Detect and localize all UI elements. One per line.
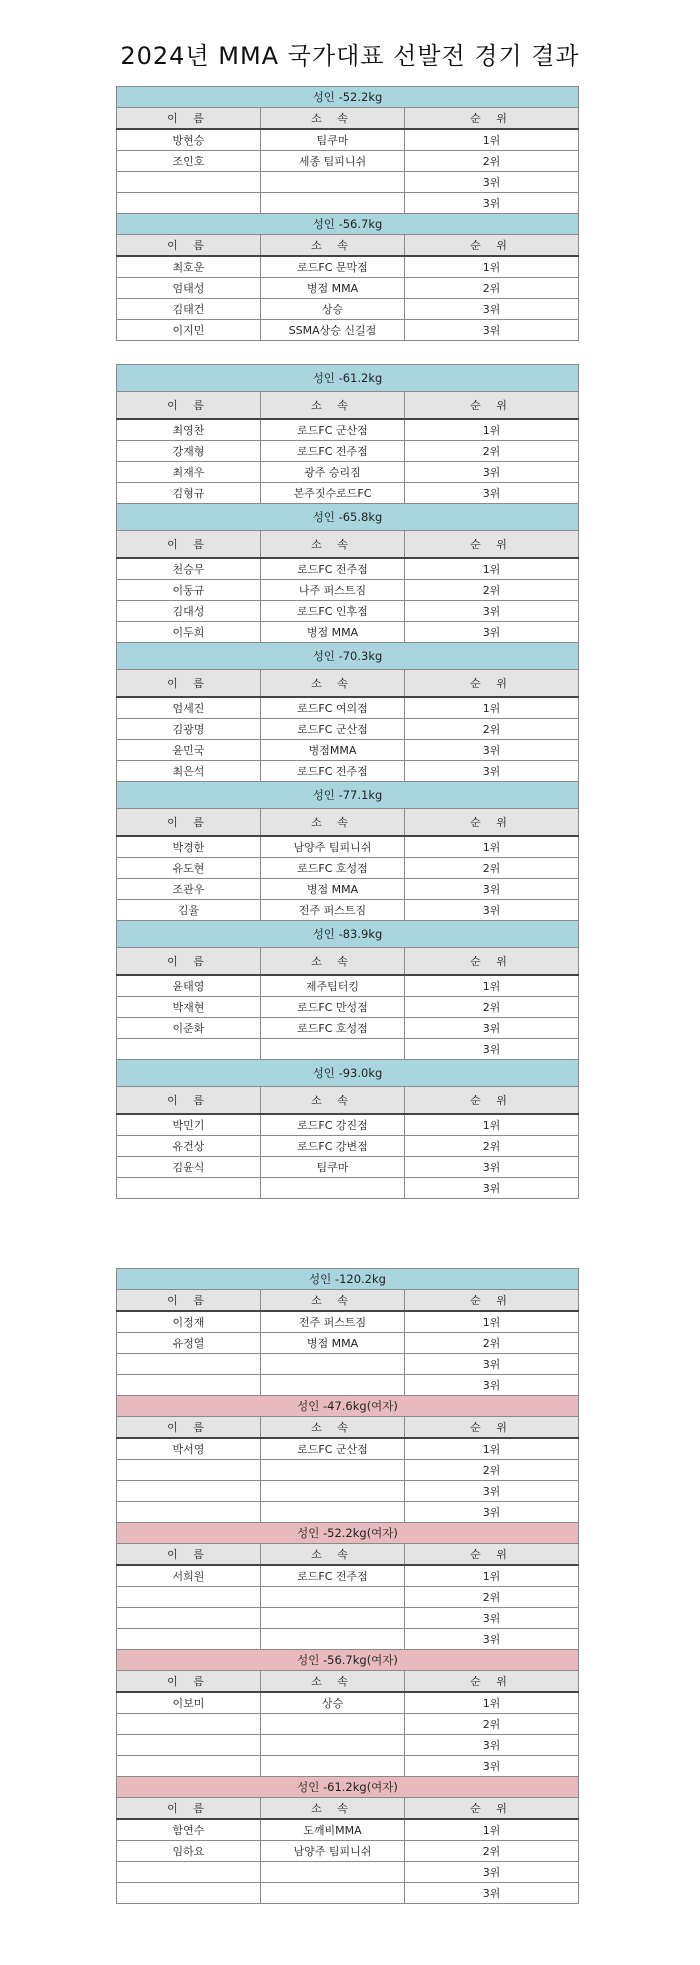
rank-value: 3위 (405, 1018, 579, 1039)
athlete-name: 최은석 (117, 761, 261, 782)
rank-value: 2위 (405, 151, 579, 172)
team-name (261, 1735, 405, 1756)
team-name: 병점 MMA (261, 879, 405, 900)
athlete-name: 이동규 (117, 580, 261, 601)
rank-header: 순 위 (405, 670, 579, 698)
rank-header: 순 위 (405, 1798, 579, 1820)
table-row (117, 761, 579, 782)
table-row (117, 1178, 579, 1199)
table-row (117, 320, 579, 341)
rank-value: 1위 (405, 697, 579, 719)
athlete-name: 박민기 (117, 1114, 261, 1136)
team-name: 병점 MMA (261, 622, 405, 643)
athlete-name: 박경한 (117, 836, 261, 858)
rank-value: 2위 (405, 1136, 579, 1157)
athlete-name (117, 193, 261, 214)
athlete-name (117, 1502, 261, 1523)
team-name: 팀쿠마 (261, 129, 405, 151)
rank-value: 3위 (405, 1354, 579, 1375)
table-row (117, 997, 579, 1018)
team-name: 로드FC 전주점 (261, 441, 405, 462)
team-name: 병점 MMA (261, 1333, 405, 1354)
athlete-name: 임하요 (117, 1841, 261, 1862)
table-row (117, 1841, 579, 1862)
weight-class-row (117, 782, 579, 809)
table-row (117, 441, 579, 462)
athlete-name: 유건상 (117, 1136, 261, 1157)
name-header: 이 름 (117, 948, 261, 976)
column-header-row (117, 392, 579, 420)
table-row (117, 193, 579, 214)
weight-class-label: 성인 -65.8kg (117, 504, 579, 531)
rank-value: 2위 (405, 1587, 579, 1608)
name-header: 이 름 (117, 1087, 261, 1115)
rank-header: 순 위 (405, 1544, 579, 1566)
table-row (117, 483, 579, 504)
weight-class-row (117, 1060, 579, 1087)
table-row (117, 1018, 579, 1039)
weight-class-label: 성인 -70.3kg (117, 643, 579, 670)
rank-value: 1위 (405, 256, 579, 278)
rank-value: 2위 (405, 1841, 579, 1862)
weight-class-label: 성인 -93.0kg (117, 1060, 579, 1087)
rank-value: 3위 (405, 1157, 579, 1178)
team-name: 로드FC 만성점 (261, 997, 405, 1018)
table-row (117, 558, 579, 580)
athlete-name (117, 1629, 261, 1650)
rank-header: 순 위 (405, 1671, 579, 1693)
table-row (117, 1136, 579, 1157)
team-header: 소 속 (261, 392, 405, 420)
table-row (117, 278, 579, 299)
rank-header: 순 위 (405, 948, 579, 976)
rank-value: 2위 (405, 278, 579, 299)
weight-class-row (117, 1396, 579, 1417)
athlete-name: 이준화 (117, 1018, 261, 1039)
rank-value: 3위 (405, 1502, 579, 1523)
team-name (261, 1039, 405, 1060)
table-row (117, 1354, 579, 1375)
weight-class-row (117, 504, 579, 531)
rank-value: 1위 (405, 1565, 579, 1587)
athlete-name (117, 1735, 261, 1756)
athlete-name (117, 1587, 261, 1608)
athlete-name (117, 1375, 261, 1396)
team-name: 로드FC 군산점 (261, 719, 405, 740)
rank-value: 1위 (405, 975, 579, 997)
athlete-name (117, 1460, 261, 1481)
athlete-name: 유도현 (117, 858, 261, 879)
rank-value: 3위 (405, 622, 579, 643)
column-header-row (117, 235, 579, 257)
team-name: 나주 퍼스트짐 (261, 580, 405, 601)
rank-value: 1위 (405, 1114, 579, 1136)
team-name (261, 172, 405, 193)
team-name: 로드FC 전주점 (261, 1565, 405, 1587)
column-header-row (117, 948, 579, 976)
athlete-name: 엄세진 (117, 697, 261, 719)
name-header: 이 름 (117, 1671, 261, 1693)
weight-class-label: 성인 -56.7kg(여자) (117, 1650, 579, 1671)
athlete-name: 박재현 (117, 997, 261, 1018)
name-header: 이 름 (117, 1290, 261, 1312)
column-header-row (117, 1290, 579, 1312)
team-header: 소 속 (261, 809, 405, 837)
table-row (117, 697, 579, 719)
team-name: 병점MMA (261, 740, 405, 761)
name-header: 이 름 (117, 1544, 261, 1566)
weight-class-row (117, 1523, 579, 1544)
team-name: 광주 승리짐 (261, 462, 405, 483)
table-row (117, 151, 579, 172)
rank-header: 순 위 (405, 108, 579, 130)
table-row (117, 1460, 579, 1481)
athlete-name: 김태건 (117, 299, 261, 320)
athlete-name: 천승무 (117, 558, 261, 580)
table-row (117, 1333, 579, 1354)
rank-value: 1위 (405, 1692, 579, 1714)
team-name: 로드FC 문막점 (261, 256, 405, 278)
athlete-name: 조관우 (117, 879, 261, 900)
table-row (117, 622, 579, 643)
team-name: 로드FC 전주점 (261, 558, 405, 580)
rank-header: 순 위 (405, 1087, 579, 1115)
athlete-name: 서희원 (117, 1565, 261, 1587)
table-row (117, 1587, 579, 1608)
team-header: 소 속 (261, 1417, 405, 1439)
table-row (117, 1438, 579, 1460)
team-name: 로드FC 군산점 (261, 419, 405, 441)
weight-class-row (117, 1777, 579, 1798)
rank-value: 3위 (405, 740, 579, 761)
rank-header: 순 위 (405, 392, 579, 420)
team-name: 팀쿠마 (261, 1157, 405, 1178)
team-name (261, 1354, 405, 1375)
rank-header: 순 위 (405, 1417, 579, 1439)
weight-class-label: 성인 -61.2kg(여자) (117, 1777, 579, 1798)
team-name: 로드FC 군산점 (261, 1438, 405, 1460)
rank-value: 1위 (405, 419, 579, 441)
name-header: 이 름 (117, 235, 261, 257)
table-row (117, 879, 579, 900)
team-name: 본주짓수로드FC (261, 483, 405, 504)
athlete-name: 이두희 (117, 622, 261, 643)
team-header: 소 속 (261, 1087, 405, 1115)
team-header: 소 속 (261, 1290, 405, 1312)
rank-value: 3위 (405, 320, 579, 341)
rank-value: 2위 (405, 441, 579, 462)
rank-value: 3위 (405, 462, 579, 483)
column-header-row (117, 1544, 579, 1566)
athlete-name (117, 1039, 261, 1060)
weight-class-label: 성인 -56.7kg (117, 214, 579, 235)
name-header: 이 름 (117, 392, 261, 420)
rank-value: 2위 (405, 1333, 579, 1354)
team-name: 로드FC 강변점 (261, 1136, 405, 1157)
team-header: 소 속 (261, 108, 405, 130)
table-row (117, 975, 579, 997)
athlete-name: 강재형 (117, 441, 261, 462)
athlete-name: 엄태성 (117, 278, 261, 299)
column-header-row (117, 809, 579, 837)
rank-value: 3위 (405, 1862, 579, 1883)
rank-header: 순 위 (405, 809, 579, 837)
team-name (261, 1178, 405, 1199)
athlete-name: 조인호 (117, 151, 261, 172)
table-row (117, 1114, 579, 1136)
rank-value: 1위 (405, 836, 579, 858)
rank-header: 순 위 (405, 235, 579, 257)
rank-header: 순 위 (405, 1290, 579, 1312)
table-row (117, 601, 579, 622)
rank-value: 3위 (405, 172, 579, 193)
athlete-name: 유정열 (117, 1333, 261, 1354)
weight-class-label: 성인 -52.2kg(여자) (117, 1523, 579, 1544)
team-header: 소 속 (261, 670, 405, 698)
athlete-name: 박서영 (117, 1438, 261, 1460)
team-name (261, 1756, 405, 1777)
table-row (117, 1039, 579, 1060)
athlete-name: 최영찬 (117, 419, 261, 441)
weight-class-row (117, 365, 579, 392)
athlete-name: 최호운 (117, 256, 261, 278)
athlete-name (117, 1714, 261, 1735)
table-row (117, 129, 579, 151)
athlete-name: 윤민국 (117, 740, 261, 761)
name-header: 이 름 (117, 670, 261, 698)
weight-class-row (117, 87, 579, 108)
athlete-name: 방현승 (117, 129, 261, 151)
table-row (117, 256, 579, 278)
athlete-name (117, 1608, 261, 1629)
rank-value: 1위 (405, 1311, 579, 1333)
table-row (117, 1157, 579, 1178)
column-header-row (117, 1671, 579, 1693)
team-header: 소 속 (261, 948, 405, 976)
column-header-row (117, 1798, 579, 1820)
rank-value: 3위 (405, 900, 579, 921)
table-row (117, 1481, 579, 1502)
team-name: 남양주 팀피니쉬 (261, 1841, 405, 1862)
athlete-name (117, 1354, 261, 1375)
team-header: 소 속 (261, 1671, 405, 1693)
weight-class-row (117, 1269, 579, 1290)
rank-value: 1위 (405, 1438, 579, 1460)
athlete-name: 김윤식 (117, 1157, 261, 1178)
team-name: 로드FC 호성점 (261, 1018, 405, 1039)
weight-class-row (117, 1650, 579, 1671)
team-name: 로드FC 여의점 (261, 697, 405, 719)
athlete-name: 최재우 (117, 462, 261, 483)
rank-value: 2위 (405, 1714, 579, 1735)
team-name (261, 1608, 405, 1629)
rank-value: 3위 (405, 1735, 579, 1756)
table-row (117, 1819, 579, 1841)
athlete-name (117, 1862, 261, 1883)
rank-value: 2위 (405, 719, 579, 740)
table-row (117, 1692, 579, 1714)
rank-value: 3위 (405, 483, 579, 504)
table-row (117, 900, 579, 921)
rank-value: 2위 (405, 858, 579, 879)
weight-class-label: 성인 -47.6kg(여자) (117, 1396, 579, 1417)
team-name: 로드FC 호성점 (261, 858, 405, 879)
team-header: 소 속 (261, 235, 405, 257)
table-row (117, 419, 579, 441)
table-row (117, 462, 579, 483)
rank-value: 2위 (405, 997, 579, 1018)
rank-value: 3위 (405, 193, 579, 214)
name-header: 이 름 (117, 809, 261, 837)
name-header: 이 름 (117, 1798, 261, 1820)
rank-value: 3위 (405, 1178, 579, 1199)
athlete-name (117, 1481, 261, 1502)
rank-value: 3위 (405, 1883, 579, 1904)
rank-value: 3위 (405, 299, 579, 320)
rank-header: 순 위 (405, 531, 579, 559)
team-header: 소 속 (261, 531, 405, 559)
column-header-row (117, 531, 579, 559)
rank-value: 3위 (405, 1629, 579, 1650)
table-row (117, 580, 579, 601)
table-row (117, 719, 579, 740)
table-row (117, 1565, 579, 1587)
results-table-3 (116, 1268, 579, 1904)
rank-value: 1위 (405, 558, 579, 580)
column-header-row (117, 108, 579, 130)
table-row (117, 1311, 579, 1333)
team-name (261, 193, 405, 214)
name-header: 이 름 (117, 108, 261, 130)
team-name: SSMA상승 신길점 (261, 320, 405, 341)
rank-value: 3위 (405, 601, 579, 622)
team-header: 소 속 (261, 1544, 405, 1566)
team-name: 상승 (261, 1692, 405, 1714)
team-name: 전주 퍼스트짐 (261, 1311, 405, 1333)
name-header: 이 름 (117, 1417, 261, 1439)
weight-class-label: 성인 -120.2kg (117, 1269, 579, 1290)
athlete-name: 이지민 (117, 320, 261, 341)
athlete-name: 김대성 (117, 601, 261, 622)
team-name (261, 1714, 405, 1735)
athlete-name: 윤태영 (117, 975, 261, 997)
weight-class-row (117, 643, 579, 670)
athlete-name: 김광명 (117, 719, 261, 740)
results-table-2 (116, 364, 579, 1199)
table-row (117, 1375, 579, 1396)
athlete-name: 이정재 (117, 1311, 261, 1333)
name-header: 이 름 (117, 531, 261, 559)
team-name (261, 1460, 405, 1481)
table-row (117, 1629, 579, 1650)
team-name: 로드FC 강진점 (261, 1114, 405, 1136)
table-row (117, 1883, 579, 1904)
weight-class-label: 성인 -77.1kg (117, 782, 579, 809)
team-name (261, 1375, 405, 1396)
table-row (117, 1502, 579, 1523)
rank-value: 3위 (405, 1039, 579, 1060)
team-name: 병점 MMA (261, 278, 405, 299)
athlete-name (117, 1883, 261, 1904)
rank-value: 3위 (405, 1608, 579, 1629)
team-name (261, 1587, 405, 1608)
team-name (261, 1481, 405, 1502)
table-row (117, 858, 579, 879)
rank-value: 3위 (405, 761, 579, 782)
team-name: 도깨비MMA (261, 1819, 405, 1841)
team-name: 상승 (261, 299, 405, 320)
team-name: 남양주 팀피니쉬 (261, 836, 405, 858)
table-row (117, 172, 579, 193)
team-header: 소 속 (261, 1798, 405, 1820)
team-name: 로드FC 인후점 (261, 601, 405, 622)
athlete-name: 김형규 (117, 483, 261, 504)
table-row (117, 1862, 579, 1883)
table-row (117, 740, 579, 761)
weight-class-row (117, 214, 579, 235)
team-name (261, 1629, 405, 1650)
weight-class-label: 성인 -52.2kg (117, 87, 579, 108)
column-header-row (117, 670, 579, 698)
athlete-name: 함연수 (117, 1819, 261, 1841)
weight-class-row (117, 921, 579, 948)
athlete-name: 이보미 (117, 1692, 261, 1714)
team-name: 제주팀터킹 (261, 975, 405, 997)
column-header-row (117, 1087, 579, 1115)
rank-value: 3위 (405, 1756, 579, 1777)
table-row (117, 1756, 579, 1777)
table-row (117, 299, 579, 320)
team-name (261, 1883, 405, 1904)
athlete-name: 김율 (117, 900, 261, 921)
table-row (117, 1608, 579, 1629)
team-name (261, 1502, 405, 1523)
team-name (261, 1862, 405, 1883)
rank-value: 3위 (405, 1375, 579, 1396)
column-header-row (117, 1417, 579, 1439)
rank-value: 1위 (405, 129, 579, 151)
team-name: 세종 팀피니쉬 (261, 151, 405, 172)
table-row (117, 1735, 579, 1756)
rank-value: 3위 (405, 879, 579, 900)
page-title: 2024년 MMA 국가대표 선발전 경기 결과 (120, 42, 580, 70)
athlete-name (117, 1178, 261, 1199)
rank-value: 2위 (405, 1460, 579, 1481)
rank-value: 1위 (405, 1819, 579, 1841)
rank-value: 2위 (405, 580, 579, 601)
table-row (117, 1714, 579, 1735)
table-row (117, 836, 579, 858)
team-name: 전주 퍼스트짐 (261, 900, 405, 921)
weight-class-label: 성인 -83.9kg (117, 921, 579, 948)
team-name: 로드FC 전주점 (261, 761, 405, 782)
rank-value: 3위 (405, 1481, 579, 1502)
athlete-name (117, 172, 261, 193)
results-table-1 (116, 86, 579, 341)
weight-class-label: 성인 -61.2kg (117, 365, 579, 392)
athlete-name (117, 1756, 261, 1777)
